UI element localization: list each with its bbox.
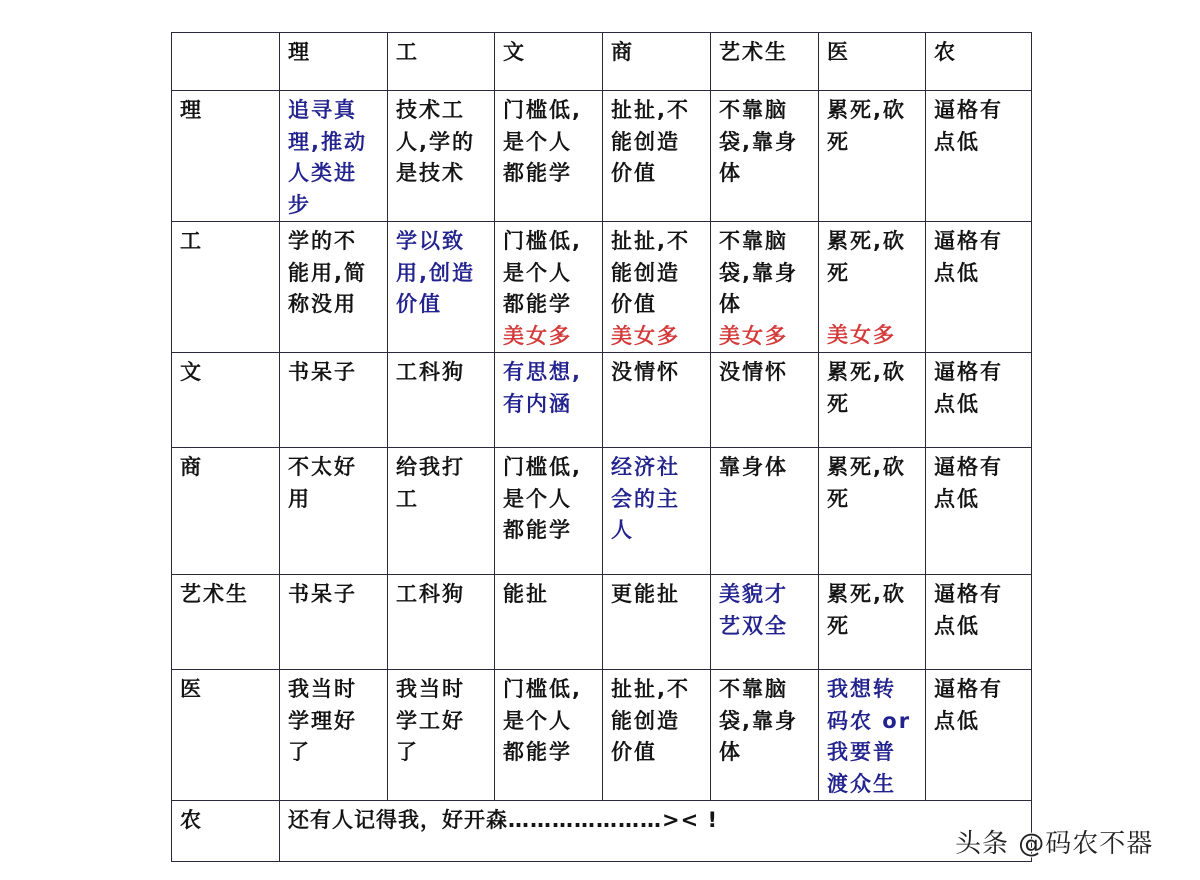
column-header-gong: 工	[388, 33, 495, 91]
table-cell: 没情怀	[711, 353, 819, 448]
table-row-last	[172, 801, 1032, 862]
row-header: 文	[172, 353, 280, 448]
table-row	[172, 91, 1032, 222]
table-cell: 逼格有点低	[926, 448, 1032, 575]
table-cell: 能扯	[495, 575, 603, 670]
row-header: 理	[172, 91, 280, 222]
table-cell	[819, 222, 926, 353]
row-header: 商	[172, 448, 280, 575]
cell-text: 扯扯,不能创造价值	[611, 229, 690, 316]
column-header-nong: 农	[926, 33, 1032, 91]
table-cell: 不太好用	[280, 448, 388, 575]
cell-note-red: 美女多	[611, 323, 680, 348]
table-cell: 我当时学工好了	[388, 670, 495, 801]
column-header-li: 理	[280, 33, 388, 91]
table-cell: 逼格有点低	[926, 670, 1032, 801]
table-cell: 靠身体	[711, 448, 819, 575]
table-cell: 追寻真理,推动人类进步	[280, 91, 388, 222]
table-row	[172, 670, 1032, 801]
table-cell: 不靠脑袋,靠身体	[711, 91, 819, 222]
table-cell: 更能扯	[603, 575, 711, 670]
table-cell: 逼格有点低	[926, 91, 1032, 222]
header-row	[172, 33, 1032, 91]
table-cell: 不靠脑袋,靠身体	[711, 670, 819, 801]
table-row	[172, 353, 1032, 448]
column-header-yishusheng: 艺术生	[711, 33, 819, 91]
table-cell: 逼格有点低	[926, 353, 1032, 448]
row-header: 医	[172, 670, 280, 801]
table-cell: 技术工人,学的是技术	[388, 91, 495, 222]
column-header-wen: 文	[495, 33, 603, 91]
table-cell: 我想转码农 or 我要普渡众生	[819, 670, 926, 801]
cell-text: 不靠脑袋,靠身体	[719, 229, 798, 316]
row-header: 艺术生	[172, 575, 280, 670]
comparison-table	[171, 32, 1032, 862]
table-cell: 有思想,有内涵	[495, 353, 603, 448]
table-cell: 扯扯,不能创造价值	[603, 670, 711, 801]
table-row	[172, 222, 1032, 353]
table-cell: 逼格有点低	[926, 575, 1032, 670]
cell-note-red: 美女多	[719, 323, 788, 348]
table-cell: 书呆子	[280, 575, 388, 670]
column-header-yi: 医	[819, 33, 926, 91]
column-header-shang: 商	[603, 33, 711, 91]
table-row	[172, 448, 1032, 575]
table-cell: 门槛低,是个人都能学	[495, 448, 603, 575]
table-cell: 经济社会的主人	[603, 448, 711, 575]
table-cell	[603, 222, 711, 353]
row-header: 工	[172, 222, 280, 353]
table-cell: 累死,砍死	[819, 448, 926, 575]
table-cell: 没情怀	[603, 353, 711, 448]
table-cell: 逼格有点低	[926, 222, 1032, 353]
cell-note-red: 美女多	[827, 323, 896, 347]
table-cell: 门槛低,是个人都能学	[495, 91, 603, 222]
merged-cell: 还有人记得我，好开森…………………>< !	[280, 801, 1032, 862]
table-cell: 门槛低,是个人都能学	[495, 670, 603, 801]
cell-note-red: 美女多	[503, 323, 572, 348]
table-cell: 学以致用,创造价值	[388, 222, 495, 353]
table-cell: 累死,砍死	[819, 575, 926, 670]
cell-text: 累死,砍死	[827, 229, 906, 285]
table-cell: 书呆子	[280, 353, 388, 448]
table-cell: 工科狗	[388, 353, 495, 448]
cell-text: 门槛低,是个人都能学	[503, 229, 582, 316]
table-cell: 累死,砍死	[819, 353, 926, 448]
table-cell: 工科狗	[388, 575, 495, 670]
table-cell	[495, 222, 603, 353]
corner-cell	[172, 33, 280, 91]
table-cell: 扯扯,不能创造价值	[603, 91, 711, 222]
row-header: 农	[172, 801, 280, 862]
table-cell: 学的不能用,简称没用	[280, 222, 388, 353]
table-row	[172, 575, 1032, 670]
table-cell: 给我打工	[388, 448, 495, 575]
watermark: 头条 @码农不器	[955, 829, 1154, 859]
table-cell: 累死,砍死	[819, 91, 926, 222]
table-cell	[711, 222, 819, 353]
table-cell: 我当时学理好了	[280, 670, 388, 801]
table-cell: 美貌才艺双全	[711, 575, 819, 670]
